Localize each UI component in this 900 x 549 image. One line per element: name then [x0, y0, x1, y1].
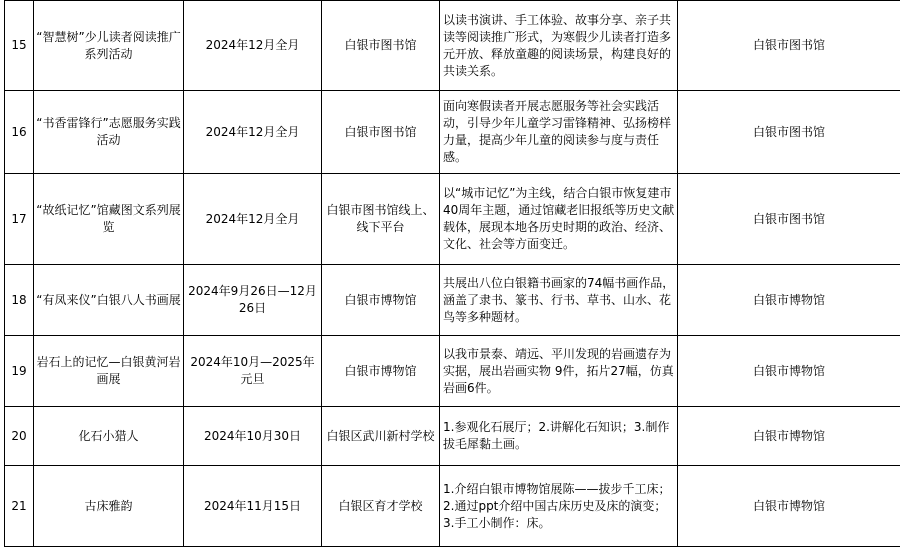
- row-number: 16: [5, 91, 34, 174]
- activity-time: 2024年12月全月: [184, 1, 322, 91]
- organizer: 白银市博物馆: [678, 407, 900, 466]
- activity-place: 白银市图书馆: [322, 1, 440, 91]
- row-number: 21: [5, 466, 34, 547]
- activity-place: 白银市图书馆线上、线下平台: [322, 174, 440, 265]
- row-number: 19: [5, 336, 34, 407]
- activity-table: [4, 0, 900, 547]
- activity-description: 以“城市记忆”为主线，结合白银市恢复建市40周年主题，通过馆藏老旧报纸等历史文献载体，展现本地各历史时期的政治、经济、文化、社会等方面变迁。: [440, 174, 678, 265]
- activity-time: 2024年12月全月: [184, 174, 322, 265]
- activity-description: 1.参观化石展厅；2.讲解化石知识；3.制作拔毛犀黏土画。: [440, 407, 678, 466]
- activity-time: 2024年11月15日: [184, 466, 322, 547]
- organizer: 白银市图书馆: [678, 1, 900, 91]
- activity-name: 古床雅韵: [34, 466, 184, 547]
- activity-name: “故纸记忆”馆藏图文系列展览: [34, 174, 184, 265]
- table-row: [5, 174, 900, 265]
- activity-place: 白银市图书馆: [322, 91, 440, 174]
- activity-name: 岩石上的记忆—白银黄河岩画展: [34, 336, 184, 407]
- activity-description: 以我市景泰、靖远、平川发现的岩画遗存为实据，展出岩画实物 9件，拓片27幅，仿真岩画6件。: [440, 336, 678, 407]
- activity-name: “有凤来仪”白银八人书画展: [34, 265, 184, 336]
- table-row: [5, 265, 900, 336]
- activity-place: 白银区武川新村学校: [322, 407, 440, 466]
- table-row: [5, 336, 900, 407]
- activity-time: 2024年9月26日—12月26日: [184, 265, 322, 336]
- activity-name: “智慧树”少儿读者阅读推广系列活动: [34, 1, 184, 91]
- organizer: 白银市博物馆: [678, 336, 900, 407]
- activity-time: 2024年10月30日: [184, 407, 322, 466]
- activity-place: 白银市博物馆: [322, 336, 440, 407]
- activity-name: “书香雷锋行”志愿服务实践活动: [34, 91, 184, 174]
- activity-description: 1.介绍白银市博物馆展陈——拔步千工床；2.通过ppt介绍中国古床历史及床的演变；3.手工小制作：床。: [440, 466, 678, 547]
- activity-time: 2024年12月全月: [184, 91, 322, 174]
- table-row: [5, 466, 900, 547]
- table-row: [5, 91, 900, 174]
- row-number: 20: [5, 407, 34, 466]
- row-number: 18: [5, 265, 34, 336]
- organizer: 白银市图书馆: [678, 174, 900, 265]
- activity-time: 2024年10月—2025年元旦: [184, 336, 322, 407]
- organizer: 白银市博物馆: [678, 265, 900, 336]
- table-row: [5, 407, 900, 466]
- activity-description: 共展出八位白银籍书画家的74幅书画作品，涵盖了隶书、篆书、行书、草书、山水、花鸟等多种题材。: [440, 265, 678, 336]
- table-row: [5, 1, 900, 91]
- organizer: 白银市博物馆: [678, 466, 900, 547]
- activity-place: 白银区育才学校: [322, 466, 440, 547]
- activity-description: 面向寒假读者开展志愿服务等社会实践活动，引导少年儿童学习雷锋精神、弘扬榜样力量，提高少年儿童的阅读参与度与责任感。: [440, 91, 678, 174]
- row-number: 17: [5, 174, 34, 265]
- organizer: 白银市图书馆: [678, 91, 900, 174]
- activity-name: 化石小猎人: [34, 407, 184, 466]
- activity-description: 以读书演讲、手工体验、故事分享、亲子共读等阅读推广形式，为寒假少儿读者打造多元开放、释放童趣的阅读场景，构建良好的共读关系。: [440, 1, 678, 91]
- activity-place: 白银市博物馆: [322, 265, 440, 336]
- row-number: 15: [5, 1, 34, 91]
